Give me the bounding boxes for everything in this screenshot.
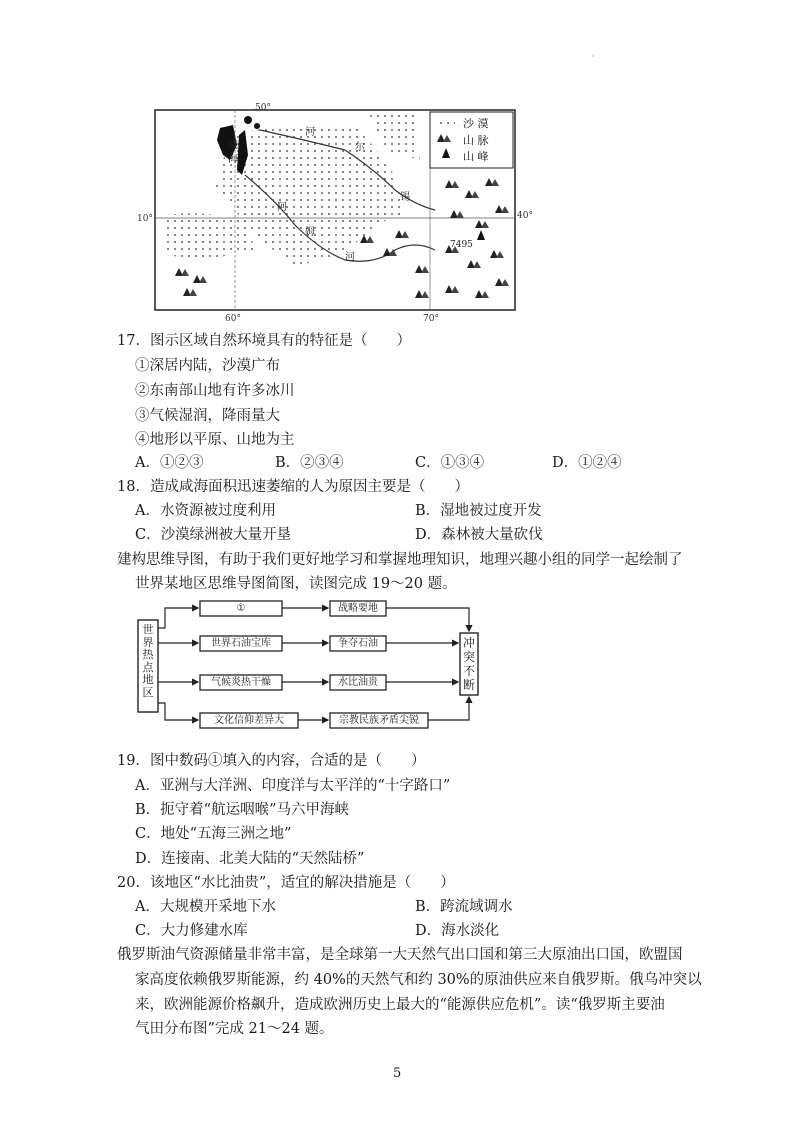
q19-option-b: B．扼守着“航运咽喉”马六甲海峡 xyxy=(135,802,349,818)
map-label-1: 海 xyxy=(228,154,238,165)
legend-peak-label: 山 峰 xyxy=(463,150,489,163)
map-svg xyxy=(137,100,533,325)
intro-19-20-line2: 世界某地区思维导图简图，读图完成 19～20 题。 xyxy=(135,576,457,592)
q17-stem: 17．图示区域自然环境具有的特征是（ ） xyxy=(117,333,411,349)
q20-option-b: B．跨流域调水 xyxy=(415,899,513,915)
q20-stem: 20．该地区“水比油贵”，适宜的解决措施是（ ） xyxy=(117,875,455,891)
q18-stem: 18．造成咸海面积迅速萎缩的人为原因主要是（ ） xyxy=(117,479,469,495)
q19-option-d: D．连接南、北美大陆的“天然陆桥” xyxy=(135,851,365,867)
q18-option-c: C．沙漠绿洲被大量开垦 xyxy=(135,527,292,543)
intro-21-24-line3: 来，欧洲能源价格飙升，造成欧洲历史上最大的“能源供应危机”。读“俄罗斯主要油 xyxy=(135,997,665,1013)
mind-effect-1: 战略要地 xyxy=(338,603,378,614)
map-label-4: 河 xyxy=(345,252,355,263)
corner-mark: · xyxy=(592,52,595,62)
mind-left-label: 世界热点地区 xyxy=(142,623,154,699)
legend-desert-label: 沙 漠 xyxy=(463,117,489,130)
mind-cause-1: ① xyxy=(236,603,246,614)
q20-option-c: C．大力修建水库 xyxy=(135,923,248,939)
q18-option-a: A．水资源被过度利用 xyxy=(135,503,276,519)
q18-option-b: B．湿地被过度开发 xyxy=(415,503,542,519)
mind-effect-4: 宗教民族矛盾尖锐 xyxy=(339,715,419,726)
map-label-2: 阿 xyxy=(277,202,287,213)
intro-21-24-line1: 俄罗斯油气资源储量非常丰富，是全球第一大天然气出口国和第三大原油出口国，欧盟国 xyxy=(117,947,683,963)
map-label-0: 咸 xyxy=(228,140,238,151)
q17-item-1: ①深居内陆，沙漠广布 xyxy=(135,358,280,374)
q19-stem: 19．图中数码①填入的内容，合适的是（ ） xyxy=(117,753,426,769)
q17-item-4: ④地形以平原、山地为主 xyxy=(135,432,295,448)
map-label-6: 尔 xyxy=(355,142,365,153)
lon-70-label: 70° xyxy=(423,314,439,324)
mind-cause-4: 文化信仰差异大 xyxy=(214,715,284,726)
mind-cause-3: 气候炎热干燥 xyxy=(211,677,271,688)
mind-map-svg xyxy=(135,598,480,740)
lon-60-label: 60° xyxy=(225,314,241,324)
mind-effect-3: 水比油贵 xyxy=(338,677,378,688)
legend-mountain-label: 山 脉 xyxy=(463,134,489,147)
intro-21-24-line4: 气田分布图”完成 21～24 题。 xyxy=(135,1021,334,1037)
q17-item-3: ③气候湿润，降雨量大 xyxy=(135,408,280,424)
q20-option-a: A．大规模开采地下水 xyxy=(135,899,276,915)
lat-mid-right-label: 40° xyxy=(517,211,533,221)
mind-cause-2: 世界石油宝库 xyxy=(211,638,271,649)
q17-option-c: C．①③④ xyxy=(415,455,485,471)
peak-height-label: 7495 xyxy=(450,240,473,250)
q18-option-d: D．森林被大量砍伐 xyxy=(415,527,543,543)
mind-map xyxy=(135,598,480,740)
page-number: 5 xyxy=(393,1066,402,1081)
map-label-3: 姆 xyxy=(305,227,315,238)
intro-19-20-line1: 建构思维导图，有助于我们更好地学习和掌握地理知识，地理兴趣小组的同学一起绘制了 xyxy=(117,552,683,568)
q17-item-2: ②东南部山地有许多冰川 xyxy=(135,383,295,399)
q20-option-d: D．海水淡化 xyxy=(415,923,500,939)
intro-21-24-line2: 家高度依赖俄罗斯能源，约 40%的天然气和约 30%的原油供应来自俄罗斯。俄乌冲突以 xyxy=(135,972,702,988)
map-label-5: 锡 xyxy=(400,192,410,203)
central-asia-map xyxy=(137,100,533,325)
q17-option-d: D．①②④ xyxy=(552,455,622,471)
mind-right-label: 冲突不断 xyxy=(462,636,475,692)
map-label-7: 河 xyxy=(305,127,315,138)
lat-mid-left-label: 10° xyxy=(137,214,153,224)
q17-option-a: A．①②③ xyxy=(135,455,204,471)
q19-option-c: C．地处“五海三洲之地” xyxy=(135,826,292,842)
q19-option-a: A．亚洲与大洋洲、印度洋与太平洋的“十字路口” xyxy=(135,778,451,794)
lat-top-label: 50° xyxy=(255,103,271,113)
q17-option-b: B．②③④ xyxy=(275,455,344,471)
mind-effect-2: 争夺石油 xyxy=(338,638,378,649)
